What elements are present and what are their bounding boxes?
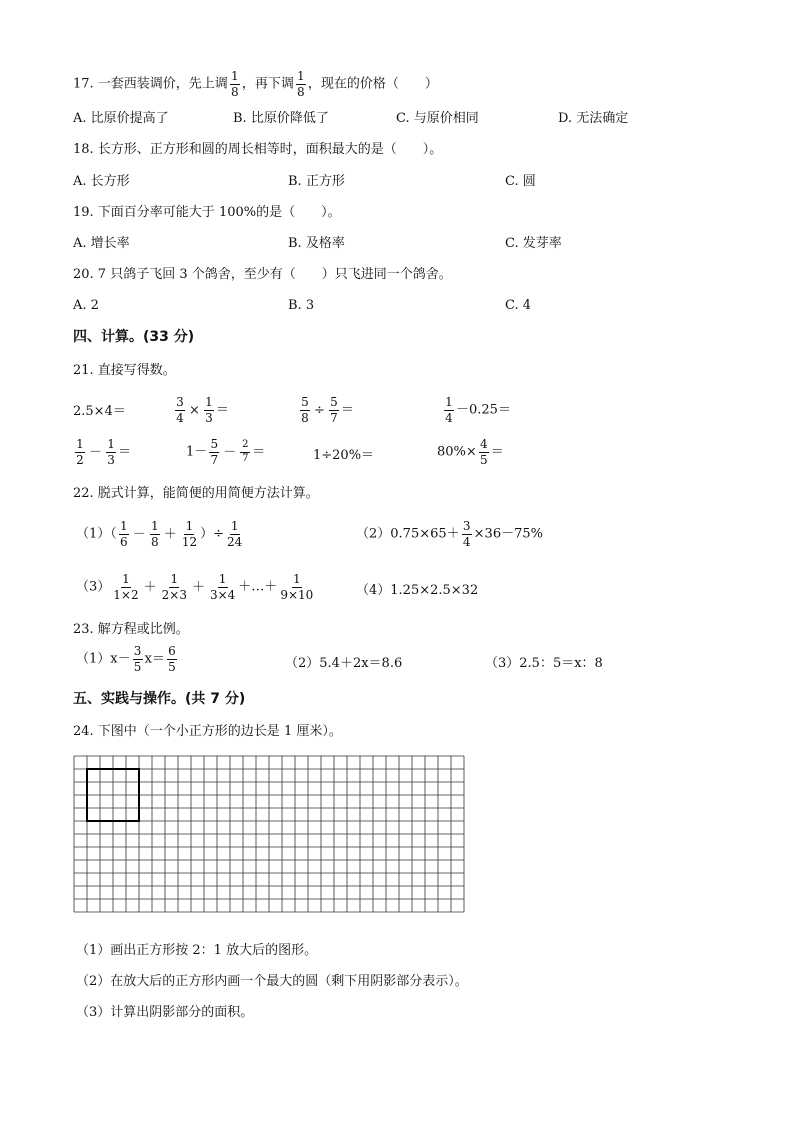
question-24-stem: 24. 下图中（一个小正方形的边长是 1 厘米）。 — [73, 724, 342, 739]
q17-fraction-2: $\frac{1}{8}$ — [297, 69, 305, 99]
section-5-title: 五、实践与操作。(共 7 分) — [73, 691, 246, 707]
question-22-stem: 22. 脱式计算，能简便的用简便方法计算。 — [73, 486, 319, 501]
q19-option-a[interactable]: A. 增长率 — [73, 236, 130, 251]
q23-problem-1: （1）x－ $\frac{3}{5}$ x＝ $\frac{6}{5}$ — [76, 644, 176, 674]
question-19-stem: 19. 下面百分率可能大于 100%的是（ ）。 — [73, 205, 341, 220]
question-18-stem: 18. 长方形、正方形和圆的周长相等时，面积最大的是（ ）。 — [73, 142, 443, 157]
q21-expr-8: 80%× $\frac{4}{5}$ ＝ — [437, 437, 504, 467]
q17-stem-part-b: ，再下调 — [241, 76, 294, 92]
question-23-stem: 23. 解方程或比例。 — [73, 622, 189, 637]
q20-option-c[interactable]: C. 4 — [505, 298, 532, 313]
q23-problem-2: （2）5.4＋2x＝8.6 — [285, 656, 403, 671]
q17-option-d[interactable]: D. 无法确定 — [558, 111, 629, 126]
q24-task-3: （3）计算出阴影部分的面积。 — [76, 1005, 254, 1020]
square-grid — [73, 755, 467, 927]
q20-option-b[interactable]: B. 3 — [288, 298, 315, 313]
q18-option-c[interactable]: C. 圆 — [505, 174, 536, 189]
q21-expr-3: $\frac{5}{8}$ ÷ $\frac{5}{7}$ ＝ — [301, 395, 354, 425]
q21-expr-5: $\frac{1}{2}$ － $\frac{1}{3}$ ＝ — [76, 437, 132, 467]
q21-expr-7: 1÷20%＝ — [313, 448, 375, 463]
q17-option-c[interactable]: C. 与原价相同 — [396, 111, 479, 126]
q21-expr-6: 1－ $\frac{5}{7}$ － $\frac{2}{7}$ ＝ — [186, 437, 266, 467]
q21-expr-1: 2.5×4＝ — [73, 404, 126, 419]
q17-option-a[interactable]: A. 比原价提高了 — [73, 111, 169, 126]
question-20-stem: 20. 7 只鸽子飞回 3 个鸽舍，至少有（ ）只飞进同一个鸽舍。 — [73, 267, 452, 282]
q24-task-1: （1）画出正方形按 2：1 放大后的图形。 — [76, 943, 318, 958]
q20-option-a[interactable]: A. 2 — [73, 298, 99, 313]
q22-problem-4: （4）1.25×2.5×32 — [356, 583, 479, 598]
q19-option-b[interactable]: B. 及格率 — [288, 236, 345, 251]
q22-problem-3: （3） $\frac{1}{1\times 2}$ ＋ $\frac{1}{2\times 3}$ ＋ $\frac{1}{3\times 4}$ ＋…＋ $\frac{1}{9\times 10}$ — [76, 572, 314, 602]
q22-problem-1: （1）（ $\frac{1}{6}$ － $\frac{1}{8}$ ＋ $\frac{1}{12}$ ）÷ $\frac{1}{24}$ — [76, 519, 243, 549]
q18-option-a[interactable]: A. 长方形 — [73, 174, 130, 189]
q17-option-b[interactable]: B. 比原价降低了 — [233, 111, 329, 126]
q17-stem-part-c: ，现在的价格（ ） — [307, 76, 438, 92]
q17-stem-part-a: 17. 一套西装调价，先上调 — [73, 76, 228, 92]
q21-expr-2: $\frac{3}{4}$ × $\frac{1}{3}$ ＝ — [176, 395, 229, 425]
q21-expr-4: $\frac{1}{4}$ －0.25＝ — [445, 395, 511, 425]
q22-problem-2: （2）0.75×65＋ $\frac{3}{4}$ ×36－75% — [356, 519, 543, 549]
q18-option-b[interactable]: B. 正方形 — [288, 174, 345, 189]
question-21-stem: 21. 直接写得数。 — [73, 363, 176, 378]
question-17-stem — [73, 70, 438, 98]
section-4-title: 四、计算。(33 分) — [73, 329, 195, 345]
q23-problem-3: （3）2.5：5＝x：8 — [485, 656, 603, 671]
q17-fraction-1: $\frac{1}{8}$ — [230, 69, 239, 99]
q24-task-2: （2）在放大后的正方形内画一个最大的圆（剩下用阴影部分表示）。 — [76, 974, 468, 989]
q19-option-c[interactable]: C. 发芽率 — [505, 236, 562, 251]
